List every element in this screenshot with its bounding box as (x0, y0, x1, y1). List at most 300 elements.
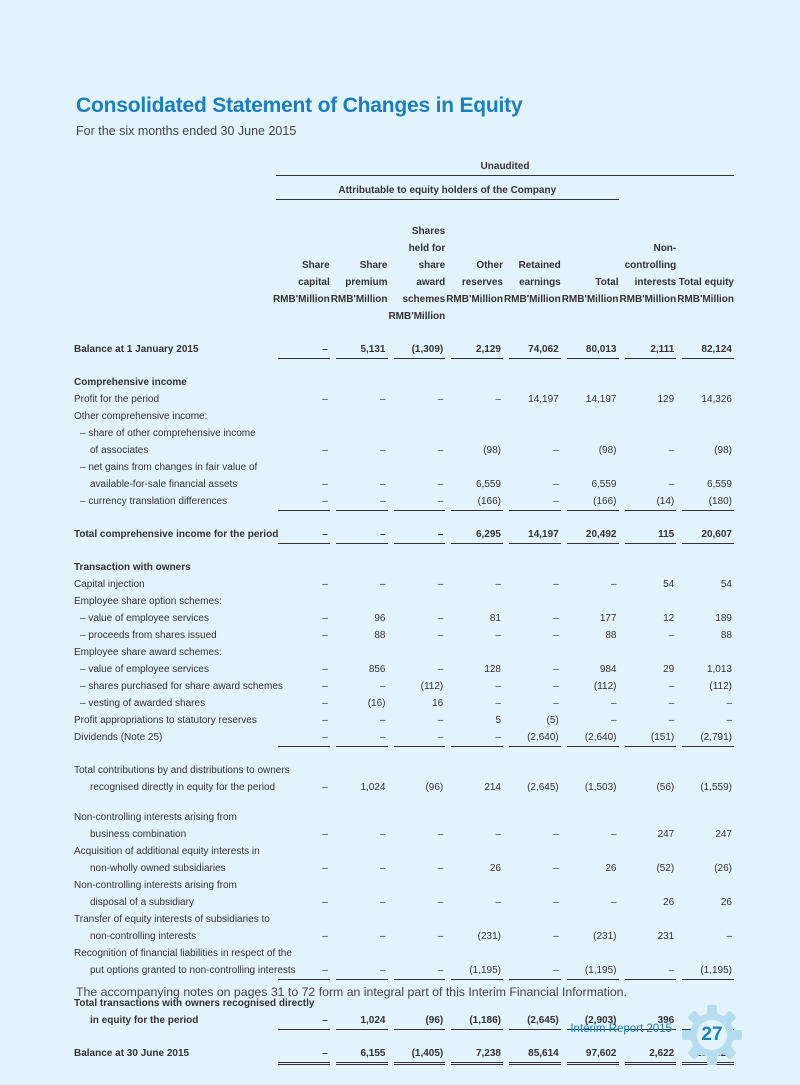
table-cell: 1,024 (360, 782, 386, 793)
table-cell (394, 877, 446, 894)
table-cell: (96) (394, 1012, 446, 1030)
table-cell (682, 593, 734, 610)
table-cell: – (553, 445, 559, 456)
table-cell (567, 459, 619, 476)
table-cell: 189 (715, 613, 732, 624)
header-attributable-row (74, 182, 726, 200)
table-cell: – (553, 698, 559, 709)
table-cell (336, 945, 388, 962)
table-row (74, 911, 726, 928)
table-row (74, 729, 732, 747)
table-cell: 88 (374, 630, 386, 641)
column-header (330, 206, 388, 325)
column-header-line (272, 223, 330, 240)
table-cell: (166) (451, 493, 503, 511)
table-cell: (231) (477, 931, 501, 942)
header-unaudited-row (74, 158, 726, 176)
column-header-line (445, 223, 503, 240)
table-row (74, 877, 726, 894)
table-cell: – (437, 931, 444, 942)
table-cell: – (726, 715, 732, 726)
table-cell (509, 559, 561, 576)
row-label: non-controlling interests (90, 931, 197, 942)
row-label: – share of other comprehensive income (80, 428, 256, 439)
table-cell (451, 408, 503, 425)
row-label: Other comprehensive income: (74, 411, 208, 422)
table-cell (394, 425, 446, 442)
table-cell: (2,791) (682, 729, 734, 747)
table-cell: 97,602 (567, 1045, 619, 1065)
table-cell: (26) (714, 863, 732, 874)
table-cell: – (336, 493, 388, 511)
table-cell: – (625, 962, 677, 980)
table-cell (336, 762, 388, 779)
table-cell: 231 (657, 931, 675, 942)
table-cell (278, 425, 330, 442)
row-label: – value of employee services (80, 664, 209, 675)
row-label: – net gains from changes in fair value of (80, 462, 258, 473)
table-cell (625, 559, 677, 576)
unaudited-label: Unaudited (276, 158, 734, 176)
column-header-line: RMB'Million (561, 294, 619, 305)
column-header (388, 206, 446, 325)
column-header-line: Shares (411, 226, 446, 237)
table-cell (509, 593, 561, 610)
table-cell: (2,640) (567, 729, 619, 747)
table-cell (278, 644, 330, 661)
table-cell (336, 408, 388, 425)
column-header-line (676, 257, 734, 274)
table-row (74, 459, 726, 476)
table-cell: – (322, 394, 328, 405)
column-header-line: earnings (519, 277, 561, 288)
table-cell: – (553, 479, 559, 490)
table-cell: 214 (484, 782, 501, 793)
table-cell (625, 843, 677, 860)
table-cell (567, 644, 619, 661)
table-row (74, 391, 732, 408)
table-cell: (180) (682, 493, 734, 511)
table-cell: – (610, 579, 617, 590)
table-cell: 12 (663, 613, 675, 624)
table-cell (336, 425, 388, 442)
column-header-line: RMB'Million (503, 294, 561, 305)
table-cell: – (668, 698, 675, 709)
table-cell (625, 911, 677, 928)
table-cell: 1,013 (706, 664, 732, 675)
table-cell (509, 809, 561, 826)
column-header-line (272, 206, 330, 223)
column-header-line: RMB'Million (272, 294, 330, 305)
table-cell: – (379, 931, 386, 942)
table-cell: – (437, 829, 444, 840)
table-cell (682, 459, 734, 476)
table-cell (451, 644, 503, 661)
row-label: disposal of a subsidiary (90, 897, 194, 908)
table-cell: – (610, 829, 617, 840)
table-cell: (98) (598, 445, 617, 456)
table-row (74, 576, 732, 593)
column-header-line: Other (476, 260, 503, 271)
column-header-line (445, 240, 503, 257)
row-label: recognised directly in equity for the period (90, 782, 276, 793)
table-cell (278, 843, 330, 860)
table-cell: (14) (625, 493, 677, 511)
row-spacer (74, 546, 726, 559)
table-cell: – (278, 1045, 330, 1065)
table-cell (682, 644, 734, 661)
table-cell (278, 408, 330, 425)
table-cell (625, 762, 677, 779)
table-cell: – (394, 729, 446, 747)
table-row (74, 559, 726, 576)
page-number: 27 (701, 1024, 723, 1045)
table-cell (394, 945, 446, 962)
table-cell: 14,197 (528, 394, 559, 405)
table-cell (682, 911, 734, 928)
table-cell (625, 459, 677, 476)
table-cell (625, 809, 677, 826)
column-header-line: Total equity (678, 277, 734, 288)
column-header-line (561, 206, 619, 223)
row-label: Transfer of equity interests of subsidiaries to (74, 914, 270, 925)
table-cell (451, 762, 503, 779)
column-header-line: RMB'Million (446, 294, 503, 305)
table-cell: – (278, 962, 330, 980)
table-cell: 82,124 (682, 341, 734, 359)
table-cell: – (379, 681, 386, 692)
table-cell (278, 374, 330, 391)
table-cell (394, 408, 446, 425)
table-cell: (1,195) (682, 962, 734, 980)
table-cell: – (553, 681, 559, 692)
row-label: – vesting of awarded shares (80, 698, 206, 709)
table-cell (625, 374, 677, 391)
table-cell (451, 945, 503, 962)
table-cell: – (495, 829, 501, 840)
table-cell: (1,195) (451, 962, 503, 980)
row-label: in equity for the period (90, 1015, 199, 1026)
table-cell (509, 911, 561, 928)
footer-note: The accompanying notes on pages 31 to 72 form an integral part of this Interim Financial Information. (76, 985, 627, 999)
table-cell: 2,622 (625, 1045, 677, 1065)
table-cell: – (322, 829, 328, 840)
table-cell: – (322, 579, 328, 590)
table-cell: – (322, 445, 328, 456)
table-cell (682, 425, 734, 442)
table-cell: – (379, 445, 386, 456)
table-cell: – (437, 579, 444, 590)
table-cell (509, 408, 561, 425)
table-cell (509, 644, 561, 661)
table-cell: – (379, 715, 386, 726)
row-label: Recognition of financial liabilities in respect of the (74, 948, 292, 959)
table-cell: – (322, 630, 328, 641)
table-cell (509, 843, 561, 860)
table-cell (682, 374, 734, 391)
table-cell: 26 (605, 863, 617, 874)
table-cell (451, 911, 503, 928)
row-label: of associates (90, 445, 149, 456)
table-row (74, 1045, 726, 1065)
column-header-line: held for (408, 243, 446, 254)
row-label: Non-controlling interests arising from (74, 812, 237, 823)
table-cell: 2,111 (625, 341, 677, 359)
row-label: Profit for the period (74, 394, 160, 405)
row-label: Profit appropriations to statutory reserves (74, 715, 257, 726)
column-header-line: Non- (653, 243, 677, 254)
table-cell (567, 374, 619, 391)
table-cell: – (322, 863, 328, 874)
row-label: Capital injection (74, 579, 145, 590)
table-cell: 88 (605, 630, 617, 641)
table-cell: – (553, 829, 559, 840)
table-cell: 81 (489, 613, 501, 624)
table-cell: 129 (657, 394, 675, 405)
table-cell (278, 877, 330, 894)
table-cell: (52) (656, 863, 675, 874)
row-label: non-wholly owned subsidiaries (90, 863, 226, 874)
table-cell (509, 945, 561, 962)
table-cell (567, 945, 619, 962)
table-cell: – (509, 493, 561, 511)
column-header-line: Share (301, 260, 330, 271)
table-cell (682, 843, 734, 860)
table-cell (567, 593, 619, 610)
table-cell: 26 (489, 863, 501, 874)
table-row (74, 526, 732, 544)
table-cell: – (553, 931, 559, 942)
table-cell (451, 843, 503, 860)
table-cell (278, 911, 330, 928)
column-header-line (330, 223, 388, 240)
table-cell (278, 945, 330, 962)
table-cell: 247 (715, 829, 732, 840)
column-header-line: Retained (518, 260, 561, 271)
row-label: business combination (90, 829, 187, 840)
table-cell: – (379, 863, 386, 874)
table-cell: – (278, 1012, 330, 1030)
table-cell: 14,197 (509, 526, 561, 544)
table-cell: – (495, 897, 501, 908)
table-cell (336, 877, 388, 894)
column-header-line: RMB'Million (330, 294, 388, 305)
table-cell (567, 425, 619, 442)
table-cell (682, 877, 734, 894)
table-cell: 177 (599, 613, 617, 624)
table-cell (394, 911, 446, 928)
table-cell: – (437, 445, 444, 456)
table-cell: 7,238 (451, 1045, 503, 1065)
table-row (74, 442, 732, 459)
table-row (74, 593, 726, 610)
table-row (74, 644, 726, 661)
table-cell: – (610, 715, 617, 726)
row-label: Total transactions with owners recognised directly (74, 998, 315, 1009)
column-header (561, 206, 619, 325)
table-cell: – (495, 394, 501, 405)
table-cell: – (437, 863, 444, 874)
table-cell (509, 762, 561, 779)
table-cell (567, 809, 619, 826)
column-header (503, 206, 561, 325)
table-cell: – (322, 681, 328, 692)
table-cell (336, 459, 388, 476)
table-cell (451, 425, 503, 442)
table-cell: – (610, 698, 617, 709)
column-header-line (676, 240, 734, 257)
column-header (445, 206, 503, 325)
table-cell: – (278, 729, 330, 747)
table-cell: 54 (663, 579, 675, 590)
table-cell: – (336, 729, 388, 747)
table-cell: – (322, 613, 328, 624)
table-row (74, 408, 726, 425)
column-header-line (561, 257, 619, 274)
table-cell: – (379, 897, 386, 908)
table-cell: 20,492 (567, 526, 619, 544)
table-row (74, 425, 726, 442)
table-cell (625, 644, 677, 661)
table-cell: – (437, 613, 444, 624)
table-cell: 128 (484, 664, 501, 675)
table-cell (567, 762, 619, 779)
row-label: Employee share option schemes: (74, 596, 222, 607)
row-label: put options granted to non-controlling interests (90, 965, 296, 976)
column-header-line: capital (298, 277, 330, 288)
row-label: Dividends (Note 25) (74, 732, 163, 743)
row-label: Balance at 1 January 2015 (74, 344, 199, 355)
table-cell: – (379, 579, 386, 590)
table-row (74, 678, 732, 695)
table-row (74, 476, 732, 493)
row-label: – value of employee services (80, 613, 209, 624)
table-cell: – (437, 664, 444, 675)
table-cell (278, 593, 330, 610)
table-cell: (98) (483, 445, 501, 456)
table-row (74, 779, 732, 796)
table-cell: – (336, 526, 388, 544)
row-label: – proceeds from shares issued (80, 630, 217, 641)
column-header-line: RMB'Million (388, 311, 446, 322)
column-header-line: RMB'Million (619, 294, 677, 305)
table-cell: – (379, 479, 386, 490)
column-headers (74, 206, 734, 325)
column-header-line: Total (595, 277, 619, 288)
table-cell: – (495, 698, 501, 709)
table-cell: – (668, 479, 675, 490)
row-label: – currency translation differences (80, 496, 228, 507)
table-cell: (2,903) (567, 1012, 619, 1030)
table-cell: – (451, 729, 503, 747)
table-cell: 6,559 (475, 479, 501, 490)
table-cell: (2,645) (527, 782, 559, 793)
table-cell (336, 559, 388, 576)
table-row (74, 374, 726, 391)
table-cell (682, 945, 734, 962)
table-cell (394, 559, 446, 576)
table-cell: (151) (625, 729, 677, 747)
table-row (74, 894, 732, 911)
table-cell (278, 762, 330, 779)
table-cell: 247 (657, 829, 675, 840)
table-row (74, 928, 732, 945)
equity-statement-table (74, 158, 734, 1067)
table-cell: – (437, 394, 444, 405)
row-spacer (74, 513, 726, 526)
table-cell (451, 593, 503, 610)
table-cell: 6,559 (706, 479, 732, 490)
row-label: Non-controlling interests arising from (74, 880, 237, 891)
column-header-line (503, 206, 561, 223)
column-header-line (388, 206, 446, 223)
row-label: available-for-sale financial assets (90, 479, 238, 490)
table-cell (278, 459, 330, 476)
table-cell: 20,607 (682, 526, 734, 544)
row-label: Employee share award schemes: (74, 647, 222, 658)
table-body (74, 341, 732, 1065)
report-label: Interim Report 2015 (570, 1023, 672, 1035)
column-header-line: premium (345, 277, 388, 288)
table-cell (682, 408, 734, 425)
table-cell: 115 (625, 526, 677, 544)
table-cell (625, 593, 677, 610)
table-cell: 29 (663, 664, 675, 675)
table-row (74, 712, 732, 729)
table-cell (336, 593, 388, 610)
table-cell: – (553, 897, 559, 908)
table-cell (567, 843, 619, 860)
column-header-line (676, 206, 734, 223)
table-cell: – (394, 962, 446, 980)
column-header-line (676, 223, 734, 240)
table-cell: 5,131 (336, 341, 388, 359)
row-spacer (74, 749, 726, 762)
table-cell: – (322, 664, 328, 675)
table-cell (509, 459, 561, 476)
column-header-line: controlling (624, 260, 677, 271)
row-label: – shares purchased for share award schemes (80, 681, 283, 692)
table-cell: – (278, 526, 330, 544)
table-cell: 856 (368, 664, 386, 675)
column-header-line: share award (416, 260, 446, 288)
table-cell: – (322, 782, 328, 793)
table-cell: 96 (374, 613, 386, 624)
table-row (74, 493, 732, 511)
table-cell: 984 (599, 664, 617, 675)
table-cell: – (553, 613, 559, 624)
table-cell: – (322, 698, 328, 709)
table-cell (567, 877, 619, 894)
table-cell (625, 945, 677, 962)
table-row (74, 962, 732, 980)
table-cell: (1,195) (567, 962, 619, 980)
table-row (74, 341, 732, 359)
row-label: Acquisition of additional equity interests in (74, 846, 260, 857)
table-cell: (166) (567, 493, 619, 511)
table-cell: (56) (656, 782, 675, 793)
table-cell (567, 408, 619, 425)
table-cell: (112) (420, 681, 444, 692)
table-cell: (112) (709, 681, 732, 692)
page-subtitle: For the six months ended 30 June 2015 (76, 124, 297, 138)
column-header (619, 206, 677, 325)
table-row (74, 610, 732, 627)
table-row (74, 762, 726, 779)
column-header-line: reserves (461, 277, 503, 288)
table-cell: – (322, 931, 328, 942)
row-label: Comprehensive income (74, 377, 187, 388)
